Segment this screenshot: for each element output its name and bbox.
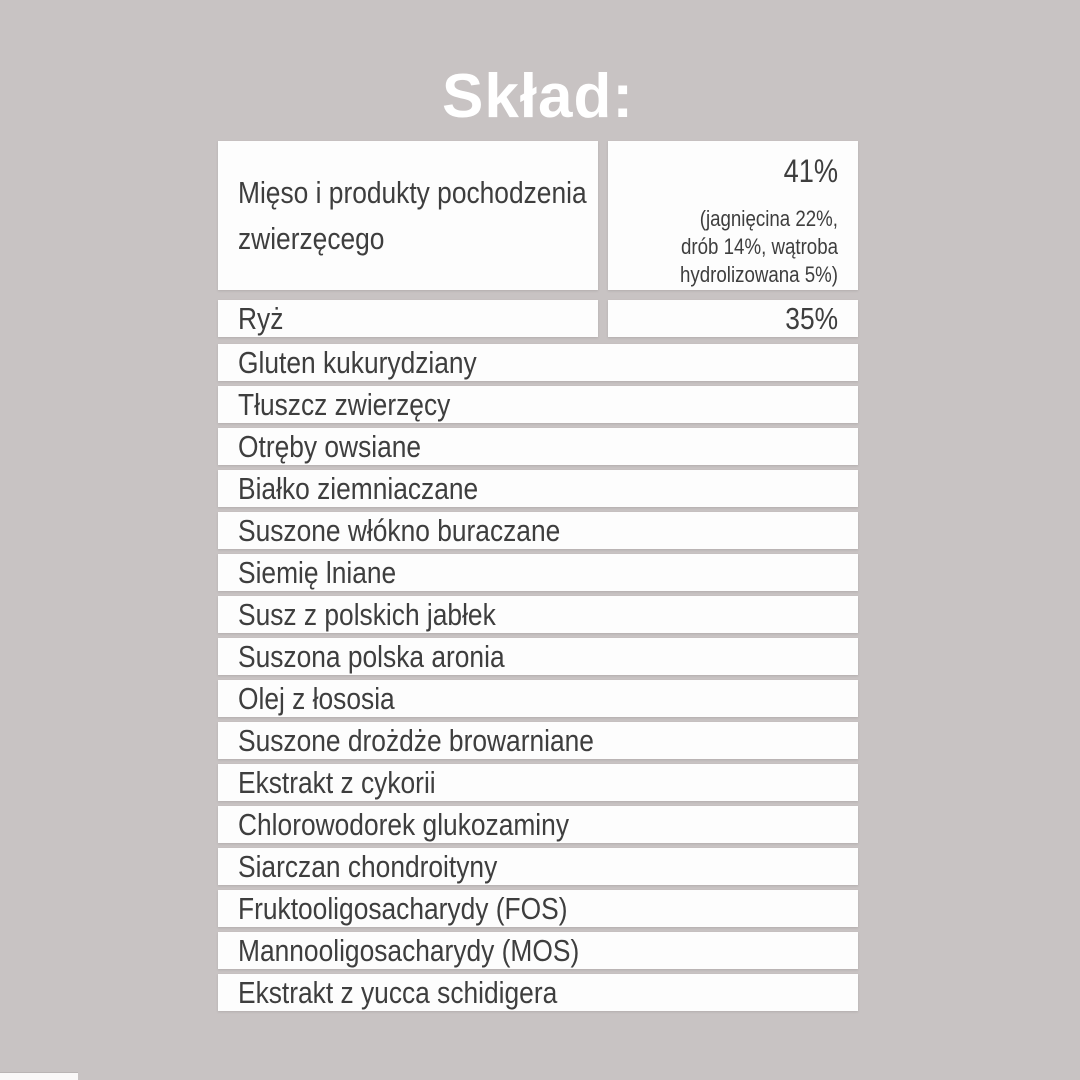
ingredient-name: Ryż xyxy=(238,300,284,336)
ingredient-name: Olej z łososia xyxy=(238,680,395,716)
table-row-ingredient xyxy=(218,764,858,801)
meat-percent-cell xyxy=(608,141,858,290)
ingredient-name: Suszone drożdże browarniane xyxy=(238,722,594,758)
table-row-ingredient xyxy=(218,932,858,969)
table-row-ingredient xyxy=(218,974,858,1011)
meat-name-cell xyxy=(218,141,598,290)
ingredient-rows xyxy=(218,344,858,1011)
percent-detail-line: (jagnięcina 22%, xyxy=(699,206,838,231)
ingredient-name: Gluten kukurydziany xyxy=(238,344,477,380)
rice-percent-cell xyxy=(608,300,858,337)
table-row-ingredient xyxy=(218,638,858,675)
table-row-ingredient xyxy=(218,596,858,633)
ingredient-name: Siemię lniane xyxy=(238,554,397,590)
ingredient-name: Ekstrakt z cykorii xyxy=(238,764,436,800)
percent-value: 35% xyxy=(785,300,838,336)
table-row-ingredient xyxy=(218,428,858,465)
percent-detail-line: drób 14%, wątroba xyxy=(681,234,838,259)
ingredient-name: Ekstrakt z yucca schidigera xyxy=(238,974,558,1010)
ingredient-name-line: Mięso i produkty pochodzenia xyxy=(238,174,587,210)
percent-value: 41% xyxy=(783,153,838,189)
table-row-ingredient xyxy=(218,680,858,717)
ingredient-name: Mannooligosacharydy (MOS) xyxy=(238,932,580,968)
ingredient-name: Chlorowodorek glukozaminy xyxy=(238,806,570,842)
table-row-ingredient xyxy=(218,512,858,549)
percent-detail xyxy=(608,205,838,289)
ingredient-name: Otręby owsiane xyxy=(238,428,422,464)
ingredient-name: Fruktooligosacharydy (FOS) xyxy=(238,890,568,926)
ingredient-name: Siarczan chondroityny xyxy=(238,848,498,884)
table-row-ingredient xyxy=(218,470,858,507)
ingredient-name: Suszone włókno buraczane xyxy=(238,512,561,548)
table-row-ingredient xyxy=(218,848,858,885)
table-row-rice xyxy=(218,300,858,337)
page-title: Skład: xyxy=(441,62,635,131)
table-row-meat xyxy=(218,141,858,290)
percent-detail-line: hydrolizowana 5%) xyxy=(680,262,838,287)
ingredient-name: Białko ziemniaczane xyxy=(238,470,479,506)
ingredient-name: Susz z polskich jabłek xyxy=(238,596,496,632)
rice-name-cell xyxy=(218,300,598,337)
table-row-ingredient xyxy=(218,554,858,591)
ingredient-name: Tłuszcz zwierzęcy xyxy=(238,386,451,422)
table-row-ingredient xyxy=(218,890,858,927)
ingredient-name-line: zwierzęcego xyxy=(238,220,385,256)
bottom-left-white-sliver xyxy=(0,1072,78,1080)
table-row-ingredient xyxy=(218,722,858,759)
table-row-ingredient xyxy=(218,386,858,423)
table-row-ingredient xyxy=(218,806,858,843)
ingredients-table xyxy=(218,141,858,1016)
ingredient-name: Suszona polska aronia xyxy=(238,638,505,674)
table-row-ingredient xyxy=(218,344,858,381)
